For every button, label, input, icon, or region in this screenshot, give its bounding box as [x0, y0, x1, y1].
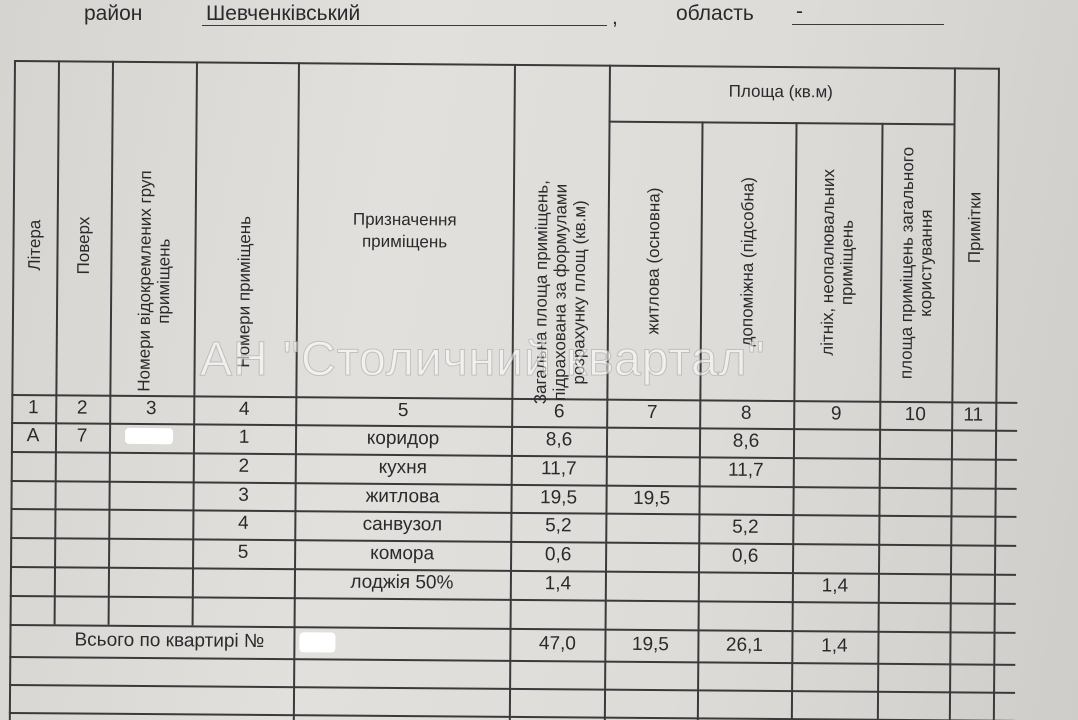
row1-floor: 7	[76, 425, 88, 447]
col-header-purpose-line1: Призначення	[352, 209, 457, 230]
col-header-room-numbers: Номери приміщень	[234, 215, 255, 368]
col-number: 2	[76, 397, 88, 419]
col-number: 7	[646, 401, 658, 424]
row1-total: 8,6	[545, 429, 573, 451]
region-label: область	[676, 2, 754, 25]
col-header-common-line2: користування	[916, 209, 936, 317]
row5-num: 5	[237, 541, 249, 563]
col-header-groups-line1: Номери відокремлених груп	[134, 170, 156, 392]
row-line	[11, 480, 1017, 489]
row5-aux: 0,6	[731, 545, 759, 567]
col-number: 6	[553, 401, 565, 423]
row-line	[9, 656, 1015, 665]
col-number: 5	[397, 400, 409, 422]
row3-num: 3	[238, 484, 249, 506]
row-line	[10, 508, 1016, 517]
col-header-common-line1: площа приміщень загального	[896, 146, 918, 380]
col-header-total-area-line2: підрахована за формулами	[549, 183, 571, 401]
agency-watermark: АН "Столичний квартал"	[200, 333, 766, 386]
col-border	[509, 64, 516, 720]
area-group-bottom-line	[609, 121, 954, 125]
totals-label: Всього по квартирі №	[74, 629, 265, 652]
col-number: 3	[145, 398, 157, 420]
row6-summer: 1,4	[821, 575, 849, 597]
row1-purpose: коридор	[366, 427, 440, 450]
redacted-apartment-number	[299, 632, 335, 652]
district-label: район	[84, 2, 143, 25]
district-underline	[202, 25, 607, 26]
col-header-summer-line1: літніх, неопалювальних	[817, 168, 839, 356]
col-border	[54, 60, 60, 624]
totals-aux: 26,1	[725, 634, 764, 656]
header-bottom-line	[11, 394, 1017, 403]
col-header-notes: Примітки	[964, 191, 985, 264]
col-number: 9	[830, 403, 842, 425]
col-number: 11	[963, 404, 984, 426]
col-border	[108, 61, 114, 625]
row-line	[10, 537, 1016, 546]
col-border	[949, 67, 956, 720]
col-header-litera: Літера	[24, 219, 45, 271]
row2-purpose: кухня	[378, 456, 428, 479]
redacted-group-number	[125, 428, 173, 444]
row-line	[10, 566, 1016, 575]
row3-total: 19,5	[540, 487, 578, 509]
col-border	[192, 61, 198, 625]
totals-total: 47,0	[538, 633, 577, 655]
col-header-common	[897, 147, 937, 380]
table-top-border	[14, 60, 999, 69]
region-underline	[792, 24, 944, 25]
col-header-floor: Поверх	[73, 216, 94, 275]
col-header-purpose-line2: приміщень	[361, 231, 448, 252]
col-number: 1	[27, 397, 39, 419]
row1-aux: 8,6	[732, 430, 760, 452]
col-number: 10	[904, 404, 926, 426]
row4-total: 5,2	[545, 515, 572, 537]
col-border	[9, 60, 16, 720]
col-group-area-header: Площа (кв.м)	[728, 81, 833, 102]
row6-total: 1,4	[544, 573, 572, 595]
row6-purpose: лоджія 50%	[350, 571, 454, 594]
col-header-total-area-line3: розрахунку площ (кв.м)	[568, 200, 590, 385]
col-header-auxiliary: допоміжна (підсобна)	[737, 176, 758, 347]
row-line	[9, 684, 1015, 693]
col-number: 4	[238, 398, 250, 420]
totals-living: 19,5	[631, 633, 670, 656]
row5-purpose: комора	[370, 542, 435, 565]
col-border	[604, 65, 611, 720]
col-header-living: житлова (основна)	[643, 187, 664, 335]
row4-num: 4	[237, 512, 249, 534]
col-header-summer-line2: приміщень	[837, 219, 857, 306]
explication-table	[9, 60, 1020, 720]
region-value: -	[796, 0, 803, 23]
row1-litera: А	[26, 425, 40, 447]
totals-summer: 1,4	[821, 635, 848, 657]
row-line	[10, 595, 1016, 604]
row2-aux: 11,7	[727, 459, 764, 481]
row1-num: 1	[238, 426, 250, 448]
row5-total: 0,6	[544, 544, 572, 566]
col-header-summer	[818, 169, 857, 356]
col-header-groups	[134, 170, 174, 392]
col-number: 8	[740, 402, 752, 424]
header-separator: ,	[612, 6, 618, 29]
row3-living: 19,5	[633, 487, 671, 510]
col-border	[993, 68, 1000, 720]
col-border	[293, 62, 300, 720]
row2-total: 11,7	[540, 458, 577, 480]
col-header-purpose	[353, 209, 457, 254]
row-line	[9, 712, 1015, 720]
col-header-groups-line2: приміщень	[153, 238, 174, 324]
district-value: Шевченківський	[206, 2, 361, 25]
row-line	[11, 451, 1017, 460]
row4-purpose: санвузол	[362, 513, 443, 536]
row2-num: 2	[238, 455, 250, 477]
row4-aux: 5,2	[732, 516, 759, 538]
col-header-total-area-line1: Загальна площа приміщень,	[530, 180, 552, 405]
row3-purpose: житлова	[365, 485, 440, 508]
